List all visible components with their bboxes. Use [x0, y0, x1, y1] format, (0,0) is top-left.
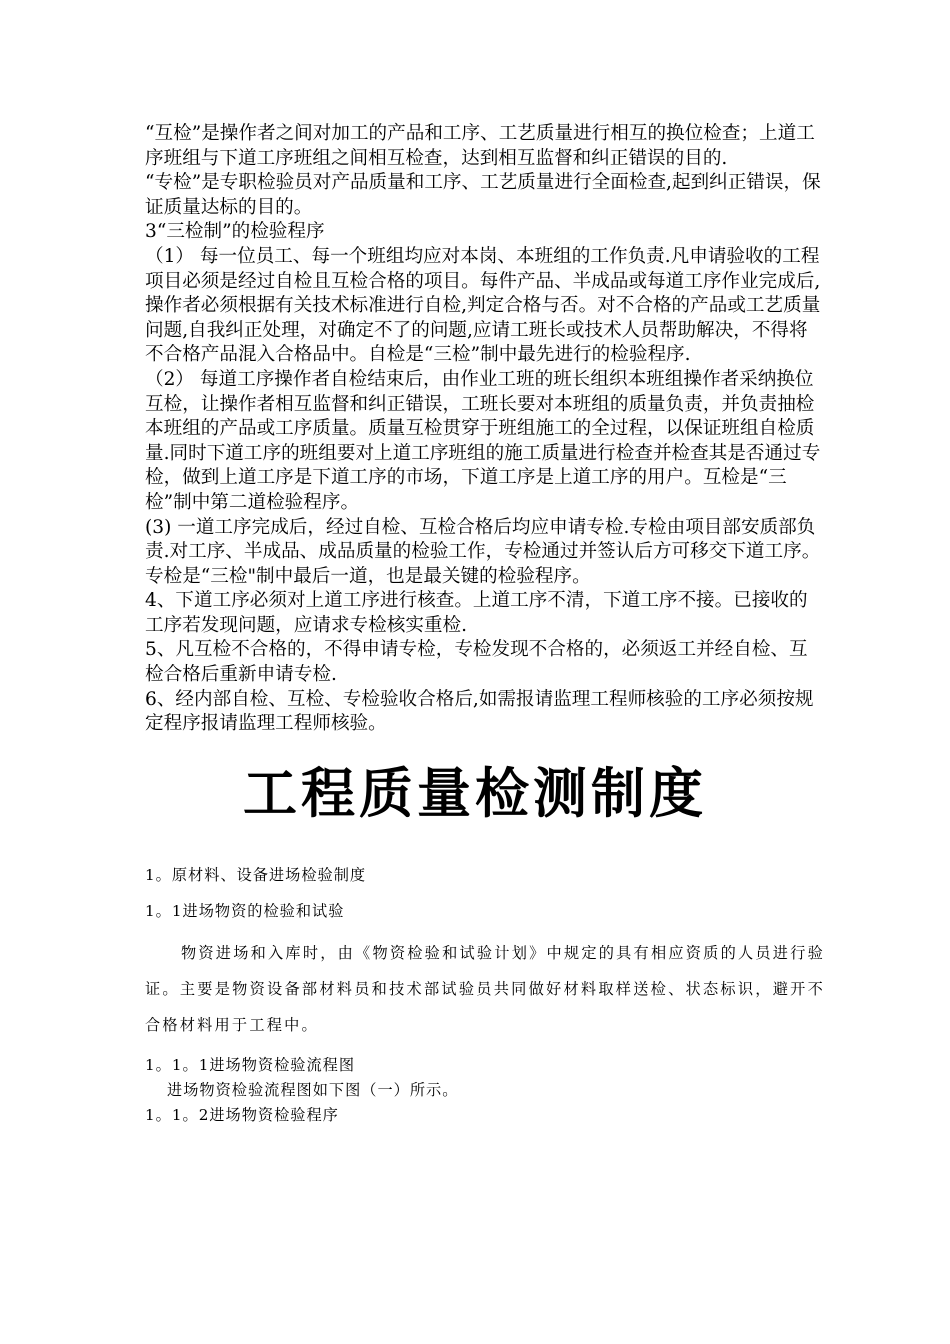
paragraph-material-verification: 物资进场和入库时，由《物资检验和试验计划》中规定的具有相应资质的人员进行验证。主要是物资设备部材料员和技术部试验员共同做好材料取样送检、状态标识，避开不合格材料用于工程中。	[145, 943, 825, 1034]
paragraph-rule-4: 4、下道工序必须对上道工序进行核查。上道工序不清，下道工序不接。已接收的工序若发现问题，应请求专检核实重检.	[145, 590, 808, 636]
paragraph-special-inspection: “专检”是专职检验员对产品质量和工序、工艺质量进行全面检查,起到纠正错误，保证质量达标的目的。	[145, 172, 821, 218]
inspection-procedure-section	[145, 122, 825, 737]
paragraph-flowchart-reference: 进场物资检验流程图如下图（一）所示。	[167, 1080, 459, 1099]
paragraph-step-2: （2） 每道工序操作者自检结束后，由作业工班的班长组织本班组操作者采纳换位互检，让操作者相互监督和纠正错误，工班长要对本班组的质量负责，并负责抽检本班组的产品或工序质量。质量互检贯穿于班组施工的全过程，以保证班组自检质量.同时下道工序的班组要对上道工序班组的施工质量进行检查并检查其是否通过专检，做到上道工序是下道工序的市场，下道工序是上道工序的用户。互检是“三检”制中第二道检验程序。	[145, 368, 821, 513]
paragraph-step-3: (3) 一道工序完成后，经过自检、互检合格后均应申请专检.专检由项目部安质部负责.对工序、半成品、成品质量的检验工作，专检通过并签认后方可移交下道工序。专检是“三检"制中最后一道，也是最关键的检验程序。	[145, 516, 821, 587]
document-title: 工程质量检测制度	[243, 761, 707, 825]
paragraph-rule-6: 6、经内部自检、互检、专检验收合格后,如需报请监理工程师核验的工序必须按规定程序报请监理工程师核验。	[145, 688, 814, 735]
paragraph-mutual-inspection: “互检”是操作者之间对加工的产品和工序、工艺质量进行相互的换位检查；上道工序班组与下道工序班组之间相互检查，达到相互监督和纠正错误的目的.	[145, 123, 815, 169]
material-inspection-section	[145, 863, 825, 1127]
paragraph-step-1: （1） 每一位员工、每一个班组均应对本岗、本班组的工作负责.凡申请验收的工程项目必须是经过自检且互检合格的项目。每件产品、半成品或每道工序作业完成后,操作者必须根据有关技术标准进行自检,判定合格与否。对不合格的产品或工艺质量问题,自我纠正处理，对确定不了的问题,应请工班长或技术人员帮助解决，不得将不合格产品混入合格品中。自检是“三检”制中最先进行的检验程序.	[145, 245, 821, 366]
heading-three-inspection-procedure: 3“三检制”的检验程序	[145, 221, 325, 243]
heading-1-1: 1。1进场物资的检验和试验	[145, 901, 345, 920]
heading-1: 1。原材料、设备进场检验制度	[145, 865, 367, 884]
heading-1-1-1: 1。1。1进场物资检验流程图	[145, 1055, 356, 1074]
heading-1-1-2: 1。1。2进场物资检验程序	[145, 1105, 339, 1124]
document-page	[145, 122, 825, 1127]
paragraph-rule-5: 5、凡互检不合格的，不得申请专检，专检发现不合格的，必须返工并经自检、互检合格后重新申请专检.	[145, 639, 808, 686]
